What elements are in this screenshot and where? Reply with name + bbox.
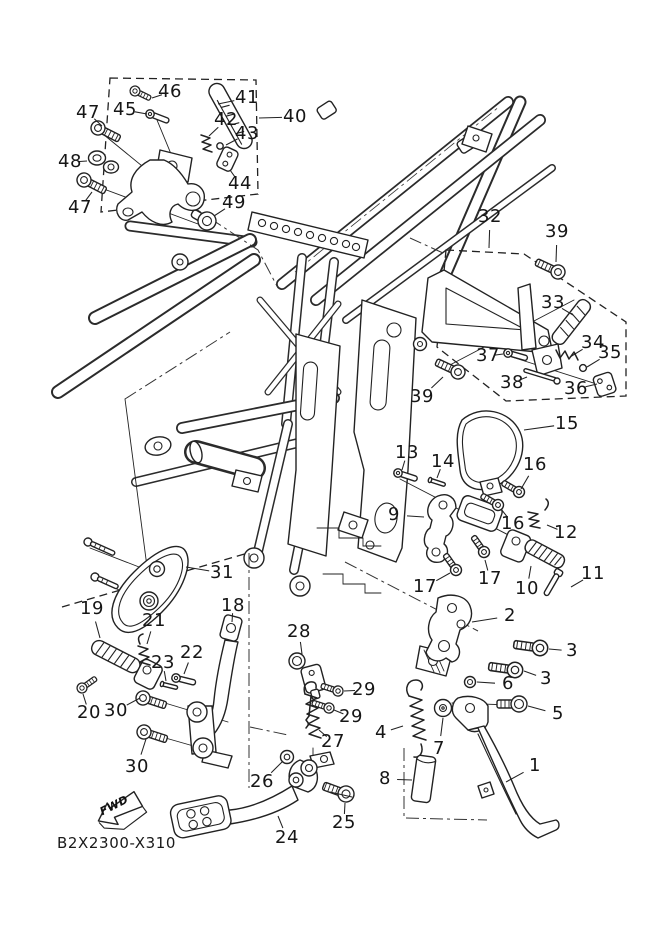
callout-9: 9 [388, 504, 400, 526]
leader-line-40 [259, 117, 282, 118]
callout-12: 12 [554, 522, 578, 544]
callout-38: 38 [500, 372, 524, 394]
callout-13: 13 [395, 442, 419, 464]
leader-line-28 [300, 642, 302, 654]
leader-line-32 [489, 230, 490, 248]
leader-line-39 [556, 245, 557, 262]
callout-30: 30 [104, 700, 128, 722]
callout-10: 10 [515, 578, 539, 600]
callout-30: 30 [125, 756, 149, 778]
leader-line-30 [141, 739, 146, 755]
leader-line-6 [477, 682, 495, 683]
callout-20: 20 [77, 702, 101, 724]
leader-line-5 [528, 706, 545, 711]
callout-39: 39 [410, 386, 434, 408]
callout-1: 1 [529, 755, 541, 777]
callout-26: 26 [250, 771, 274, 793]
callout-43: 43 [235, 123, 259, 145]
callout-21: 21 [142, 610, 166, 632]
callout-23: 23 [151, 652, 175, 674]
leader-line-22 [184, 663, 188, 675]
leader-line-31 [186, 567, 209, 571]
callout-44: 44 [228, 173, 252, 195]
callout-5: 5 [552, 703, 564, 725]
callout-41: 41 [235, 87, 259, 109]
callout-45: 45 [113, 99, 137, 121]
leader-line-8 [397, 780, 412, 781]
callout-24: 24 [275, 827, 299, 849]
callout-4: 4 [375, 722, 387, 744]
leader-line-3 [549, 649, 562, 650]
leader-line-4 [391, 726, 403, 730]
leader-line-15 [524, 426, 554, 430]
callout-40: 40 [283, 106, 307, 128]
callout-47: 47 [76, 102, 100, 124]
callout-22: 22 [180, 642, 204, 664]
callout-25: 25 [332, 812, 356, 834]
part-code: B2X2300-X310 [57, 834, 177, 852]
callout-2: 2 [504, 605, 516, 627]
callout-16: 16 [501, 513, 525, 535]
callout-7: 7 [433, 738, 445, 760]
leader-line-7 [441, 718, 443, 736]
callout-39: 39 [545, 221, 569, 243]
callout-37: 37 [476, 345, 500, 367]
callout-29: 29 [352, 679, 376, 701]
callout-3: 3 [540, 668, 552, 690]
leader-line-1 [506, 772, 524, 782]
leader-line-16 [521, 476, 529, 489]
leader-line-2 [472, 618, 497, 622]
callout-19: 19 [80, 598, 104, 620]
callout-31: 31 [210, 562, 234, 584]
leader-line-17 [436, 573, 450, 581]
callout-17: 17 [413, 576, 437, 598]
callout-29: 29 [339, 706, 363, 728]
callout-36: 36 [564, 378, 588, 400]
callout-42: 42 [214, 109, 238, 131]
leader-line-41 [218, 101, 234, 104]
callout-27: 27 [321, 731, 345, 753]
callout-8: 8 [379, 768, 391, 790]
callout-32: 32 [478, 206, 502, 228]
callout-28: 28 [287, 621, 311, 643]
leader-line-21 [147, 631, 151, 644]
fwd-label: FWD [97, 792, 131, 819]
leader-line-3 [524, 671, 536, 675]
callout-46: 46 [158, 81, 182, 103]
callout-47: 47 [68, 197, 92, 219]
leader-line-19 [96, 622, 101, 639]
callout-3: 3 [566, 640, 578, 662]
leader-line-30 [127, 698, 140, 705]
callout-15: 15 [555, 413, 579, 435]
callout-33: 33 [541, 292, 565, 314]
callout-6: 6 [502, 673, 514, 695]
callout-11: 11 [581, 563, 605, 585]
callout-16: 16 [523, 454, 547, 476]
callout-18: 18 [221, 595, 245, 617]
leader-line-10 [529, 566, 531, 579]
callout-17: 17 [478, 568, 502, 590]
callout-35: 35 [598, 342, 622, 364]
callout-34: 34 [581, 332, 605, 354]
callout-14: 14 [431, 451, 455, 473]
leader-line-9 [407, 516, 424, 517]
callout-49: 49 [222, 192, 246, 214]
callout-48: 48 [58, 151, 82, 173]
